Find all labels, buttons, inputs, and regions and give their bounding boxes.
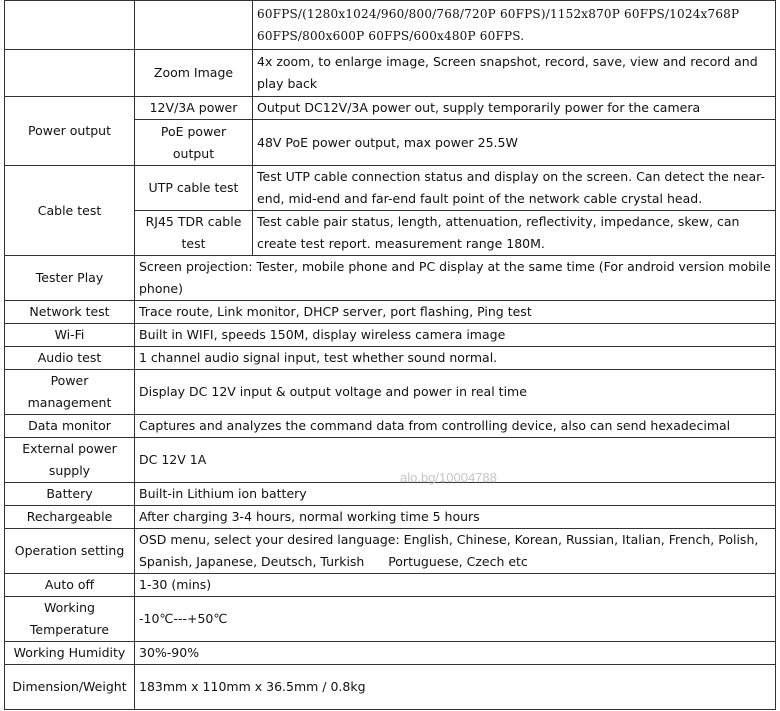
spec-sublabel-poe: PoE power output (135, 120, 253, 166)
spec-label-audio-test: Audio test (5, 347, 135, 370)
table-row (5, 166, 776, 211)
table-row (5, 597, 776, 642)
table-row (5, 574, 776, 597)
spec-label-operation-setting: Operation setting (5, 529, 135, 574)
spec-value-data-monitor: Captures and analyzes the command data from controlling device, also can send hexadecimal (135, 415, 776, 438)
spec-value-working-humidity: 30%-90% (135, 642, 776, 665)
spec-sublabel-12v: 12V/3A power (135, 97, 253, 120)
spec-sublabel-empty (135, 1, 253, 50)
spec-value-tester-play: Screen projection: Tester, mobile phone and PC display at the same time (For android version mobile phone) (135, 256, 776, 301)
spec-label-tester-play: Tester Play (5, 256, 135, 301)
spec-value-battery: Built-in Lithium ion battery (135, 483, 776, 506)
table-row (5, 50, 776, 97)
spec-sublabel-zoom: Zoom Image (135, 50, 253, 97)
spec-label-wifi: Wi-Fi (5, 324, 135, 347)
spec-value-zoom: 4x zoom, to enlarge image, Screen snapshot, record, save, view and record and play back (253, 50, 776, 97)
spec-value-rechargeable: After charging 3-4 hours, normal working time 5 hours (135, 506, 776, 529)
spec-value-audio-test: 1 channel audio signal input, test whether sound normal. (135, 347, 776, 370)
spec-label-power-output: Power output (5, 97, 135, 166)
spec-label-dimension-weight: Dimension/Weight (5, 665, 135, 710)
spec-value-fps: 60FPS/(1280x1024/960/800/768/720P 60FPS)/1152x870P 60FPS/1024x768P 60FPS/800x600P 60FPS/600x480P 60FPS. (253, 1, 776, 50)
spec-table (4, 0, 776, 710)
spec-label-network-test: Network test (5, 301, 135, 324)
table-row (5, 506, 776, 529)
table-row (5, 483, 776, 506)
spec-value-auto-off: 1-30 (mins) (135, 574, 776, 597)
table-row (5, 415, 776, 438)
table-row (5, 1, 776, 50)
spec-label-working-temperature: Working Temperature (5, 597, 135, 642)
spec-label-battery: Battery (5, 483, 135, 506)
spec-value-network-test: Trace route, Link monitor, DHCP server, port flashing, Ping test (135, 301, 776, 324)
table-row (5, 301, 776, 324)
spec-value-12v: Output DC12V/3A power out, supply temporarily power for the camera (253, 97, 776, 120)
spec-label-working-humidity: Working Humidity (5, 642, 135, 665)
spec-value-wifi: Built in WIFI, speeds 150M, display wireless camera image (135, 324, 776, 347)
spec-value-rj45: Test cable pair status, length, attenuation, reflectivity, impedance, skew, can create test report. measurement range 180M. (253, 211, 776, 256)
table-row (5, 642, 776, 665)
spec-label-empty (5, 1, 135, 50)
table-row (5, 370, 776, 415)
spec-value-dimension-weight: 183mm x 110mm x 36.5mm / 0.8kg (135, 665, 776, 710)
table-row (5, 97, 776, 120)
table-row (5, 256, 776, 301)
spec-label-cable-test: Cable test (5, 166, 135, 256)
table-row (5, 438, 776, 483)
spec-label-data-monitor: Data monitor (5, 415, 135, 438)
table-row (5, 529, 776, 574)
spec-value-poe: 48V PoE power output, max power 25.5W (253, 120, 776, 166)
spec-label-rechargeable: Rechargeable (5, 506, 135, 529)
spec-sublabel-utp: UTP cable test (135, 166, 253, 211)
watermark-text: alo.bg/10004788 (400, 470, 497, 485)
spec-value-external-power: DC 12V 1A (135, 438, 776, 483)
spec-label-auto-off: Auto off (5, 574, 135, 597)
spec-value-utp: Test UTP cable connection status and display on the screen. Can detect the near-end, mid-end and far-end fault point of the network cable crystal head. (253, 166, 776, 211)
table-row (5, 324, 776, 347)
spec-label-power-management: Power management (5, 370, 135, 415)
table-row (5, 347, 776, 370)
spec-label-external-power: External power supply (5, 438, 135, 483)
spec-value-power-management: Display DC 12V input & output voltage and power in real time (135, 370, 776, 415)
spec-value-working-temperature: -10℃---+50℃ (135, 597, 776, 642)
spec-sublabel-rj45: RJ45 TDR cable test (135, 211, 253, 256)
spec-label-empty (5, 50, 135, 97)
spec-value-operation-setting: OSD menu, select your desired language: English, Chinese, Korean, Russian, Italian, French, Polish, Spanish, Japanese, Deutsch, Turkish Portuguese, Czech etc (135, 529, 776, 574)
table-row (5, 665, 776, 710)
